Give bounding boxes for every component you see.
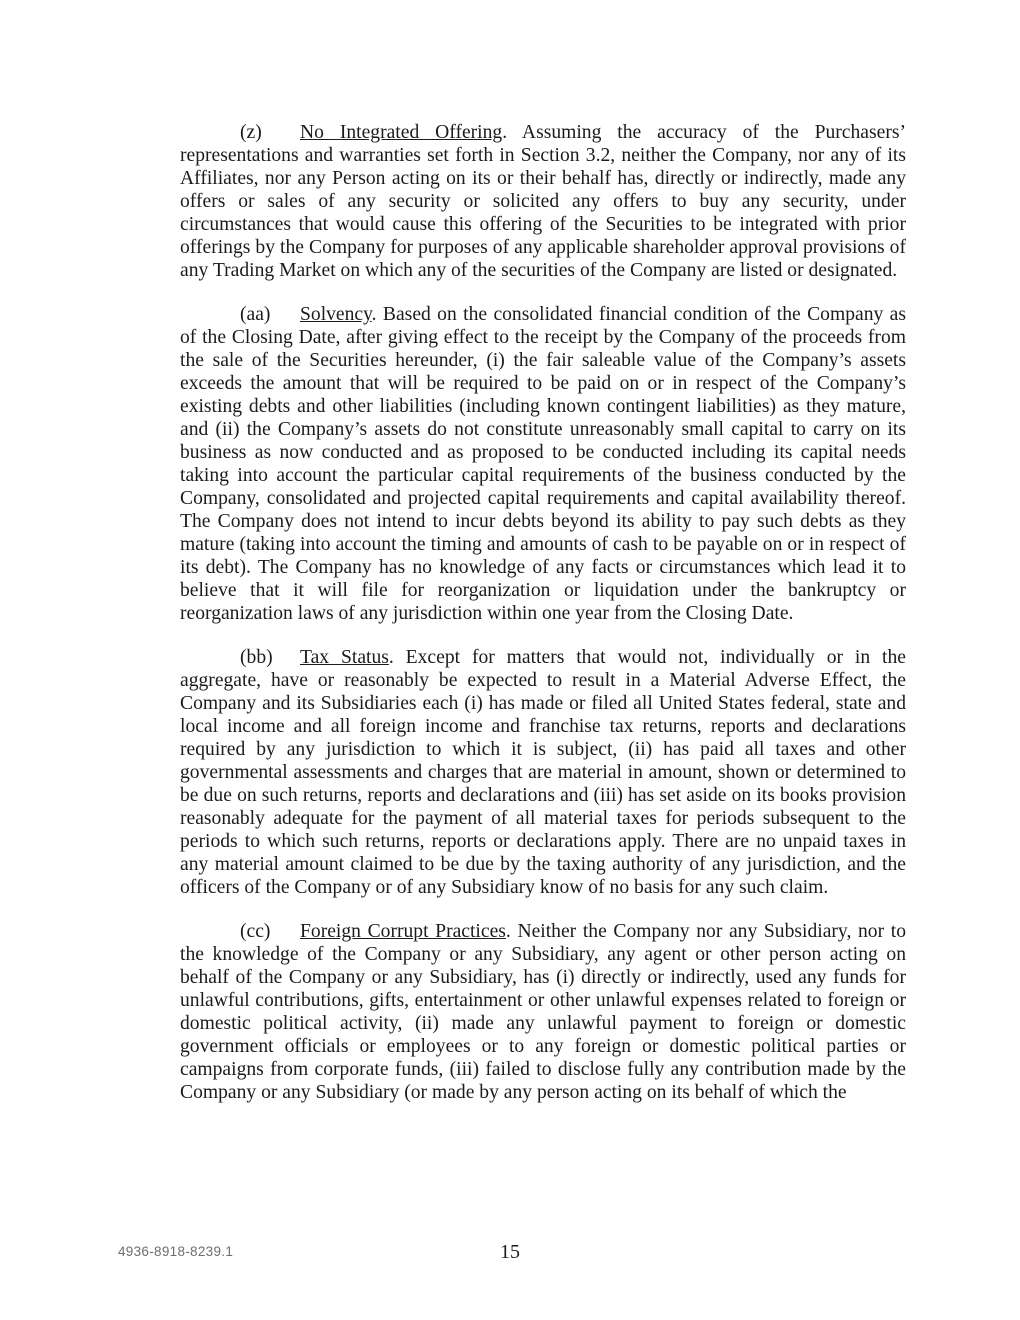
paragraph-label: (z) [240, 122, 262, 143]
paragraph-label: (cc) [240, 921, 271, 942]
paragraph-z [180, 121, 906, 282]
paragraph-body: . Assuming the accuracy of the Purchasers’ representations and warranties set forth in Section 3.2, neither the Company, nor any of its Affiliates, nor any Person acting on its or their behalf has, directly or indirectly, made any offers or sales of any security or solicited any offers to buy any security, under circumstances that would cause this offering of the Securities to be integrated with prior offerings by the Company for purposes of any applicable shareholder approval provisions of any Trading Market on which any of the securities of the Company are listed or designated. [180, 122, 906, 281]
paragraph-aa [180, 303, 906, 625]
paragraph-body: . Except for matters that would not, individually or in the aggregate, have or reasonably be expected to result in a Material Adverse Effect, the Company and its Subsidiaries each (i) has made or filed all United States federal, state and local income and all foreign income and franchise tax returns, reports and declarations required by any jurisdiction to which it is subject, (ii) has paid all taxes and other governmental assessments and charges that are material in amount, shown or determined to be due on such returns, reports and declarations and (iii) has set aside on its books provision reasonably adequate for the payment of all material taxes for periods subsequent to the periods to which such returns, reports or declarations apply. There are no unpaid taxes in any material amount claimed to be due by the taxing authority of any jurisdiction, and the officers of the Company or of any Subsidiary know of no basis for any such claim. [180, 647, 906, 898]
paragraph-label: (bb) [240, 647, 273, 668]
page-number: 15 [500, 1241, 520, 1263]
paragraph-body: . Based on the consolidated financial condition of the Company as of the Closing Date, after giving effect to the receipt by the Company of the proceeds from the sale of the Securities hereunder, (i) the fair saleable value of the Company’s assets exceeds the amount that will be required to be paid on or in respect of the Company’s existing debts and other liabilities (including known contingent liabilities) as they mature, and (ii) the Company’s assets do not constitute unreasonably small capital to carry on its business as now conducted and as proposed to be conducted including its capital needs taking into account the particular capital requirements of the business conducted by the Company, consolidated and projected capital requirements and capital availability thereof. The Company does not intend to incur debts beyond its ability to pay such debts as they mature (taking into account the timing and amounts of cash to be payable on or in respect of its debt). The Company has no knowledge of any facts or circumstances which lead it to believe that it will file for reorganization or liquidation under the bankruptcy or reorganization laws of any jurisdiction within one year from the Closing Date. [180, 304, 906, 624]
paragraph-body: . Neither the Company nor any Subsidiary, nor to the knowledge of the Company or any Subsidiary, any agent or other person acting on behalf of the Company or any Subsidiary, has (i) directly or indirectly, used any funds for unlawful contributions, gifts, entertainment or other unlawful expenses related to foreign or domestic political activity, (ii) made any unlawful payment to foreign or domestic government officials or employees or to any foreign or domestic political parties or campaigns from corporate funds, (iii) failed to disclose fully any contribution made by the Company or any Subsidiary (or made by any person acting on its behalf of which the [180, 921, 906, 1103]
paragraph-label: (aa) [240, 304, 271, 325]
document-control-number: 4936-8918-8239.1 [118, 1244, 234, 1259]
paragraph-heading: Solvency [300, 304, 372, 325]
paragraph-heading: No Integrated Offering [300, 122, 503, 143]
paragraph-heading: Foreign Corrupt Practices [300, 921, 506, 942]
paragraph-heading: Tax Status [300, 647, 389, 668]
paragraph-bb [180, 646, 906, 899]
paragraph-cc [180, 920, 906, 1104]
document-body [180, 121, 906, 1125]
